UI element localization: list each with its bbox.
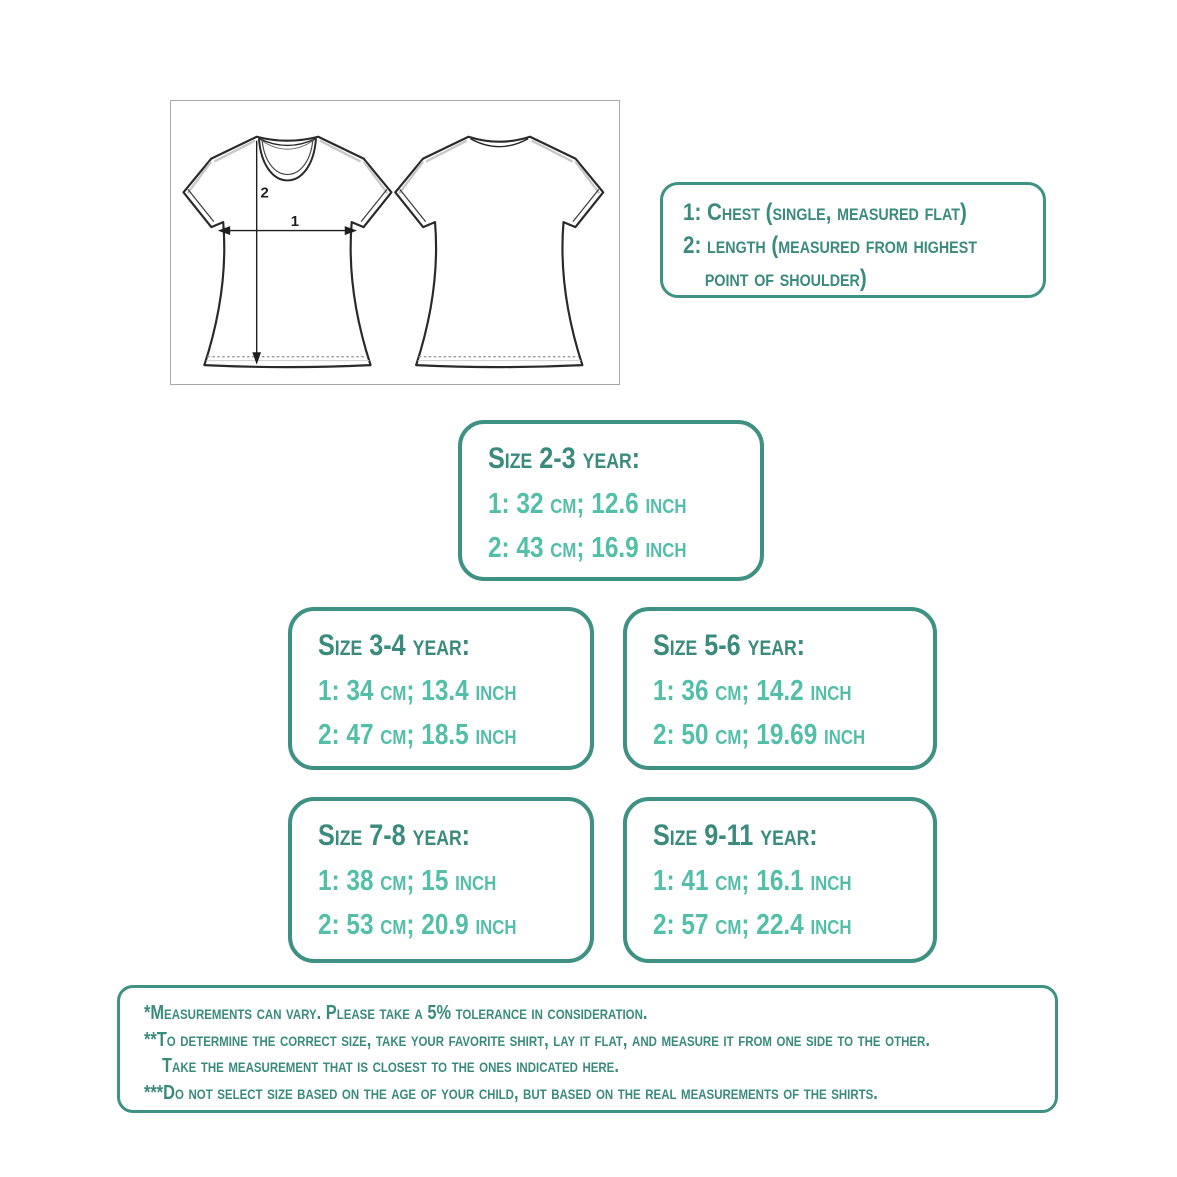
size-title: Size 2-3 year: <box>488 442 641 475</box>
size-chest-value: 1: 38 cm; 15 inch <box>318 865 497 897</box>
tshirt-front-back-sketch <box>171 101 619 384</box>
legend-line-length-cont: point of shoulder) <box>704 265 867 292</box>
tshirt-front <box>183 137 391 367</box>
size-box-5-6-year <box>623 607 937 770</box>
legend-line-length: 2: length (measured from highest <box>683 232 977 259</box>
size-chest-value: 1: 34 cm; 13.4 inch <box>318 675 517 707</box>
size-chest-value: 1: 36 cm; 14.2 inch <box>653 675 852 707</box>
length-dimension-label: 2 <box>260 185 269 202</box>
size-title: Size 5-6 year: <box>653 629 806 662</box>
footnote-tolerance: *Measurements can vary. Please take a 5% tolerance in consideration. <box>144 1002 648 1024</box>
tshirt-back <box>395 137 603 367</box>
size-length-value: 2: 57 cm; 22.4 inch <box>653 909 852 941</box>
size-chest-value: 1: 41 cm; 16.1 inch <box>653 865 852 897</box>
size-title: Size 3-4 year: <box>318 629 471 662</box>
size-box-3-4-year <box>288 607 594 770</box>
size-box-2-3-year <box>458 420 764 581</box>
footnote-age-warning: ***Do not select size based on the age of your child, but based on the real measurements of the shirts. <box>144 1081 878 1104</box>
footnotes-box <box>117 985 1058 1113</box>
chest-dimension-label: 1 <box>290 214 300 231</box>
size-length-value: 2: 43 cm; 16.9 inch <box>488 532 687 564</box>
measurement-legend-box <box>660 182 1046 298</box>
size-box-9-11-year <box>623 797 937 963</box>
tshirt-sketch-frame <box>170 100 620 385</box>
size-title: Size 9-11 year: <box>653 819 818 852</box>
footnote-how-to-measure: **To determine the correct size, take your favorite shirt, lay it flat, and measure it from one side to the other. <box>144 1028 930 1051</box>
size-length-value: 2: 47 cm; 18.5 inch <box>318 719 517 751</box>
size-chest-value: 1: 32 cm; 12.6 inch <box>488 488 687 520</box>
size-length-value: 2: 53 cm; 20.9 inch <box>318 909 517 941</box>
legend-line-chest: 1: Chest (single, measured flat) <box>683 199 967 226</box>
size-title: Size 7-8 year: <box>318 819 471 852</box>
size-length-value: 2: 50 cm; 19.69 inch <box>653 719 866 751</box>
size-box-7-8-year <box>288 797 594 963</box>
footnote-how-to-measure-cont: Take the measurement that is closest to the ones indicated here. <box>162 1055 619 1077</box>
